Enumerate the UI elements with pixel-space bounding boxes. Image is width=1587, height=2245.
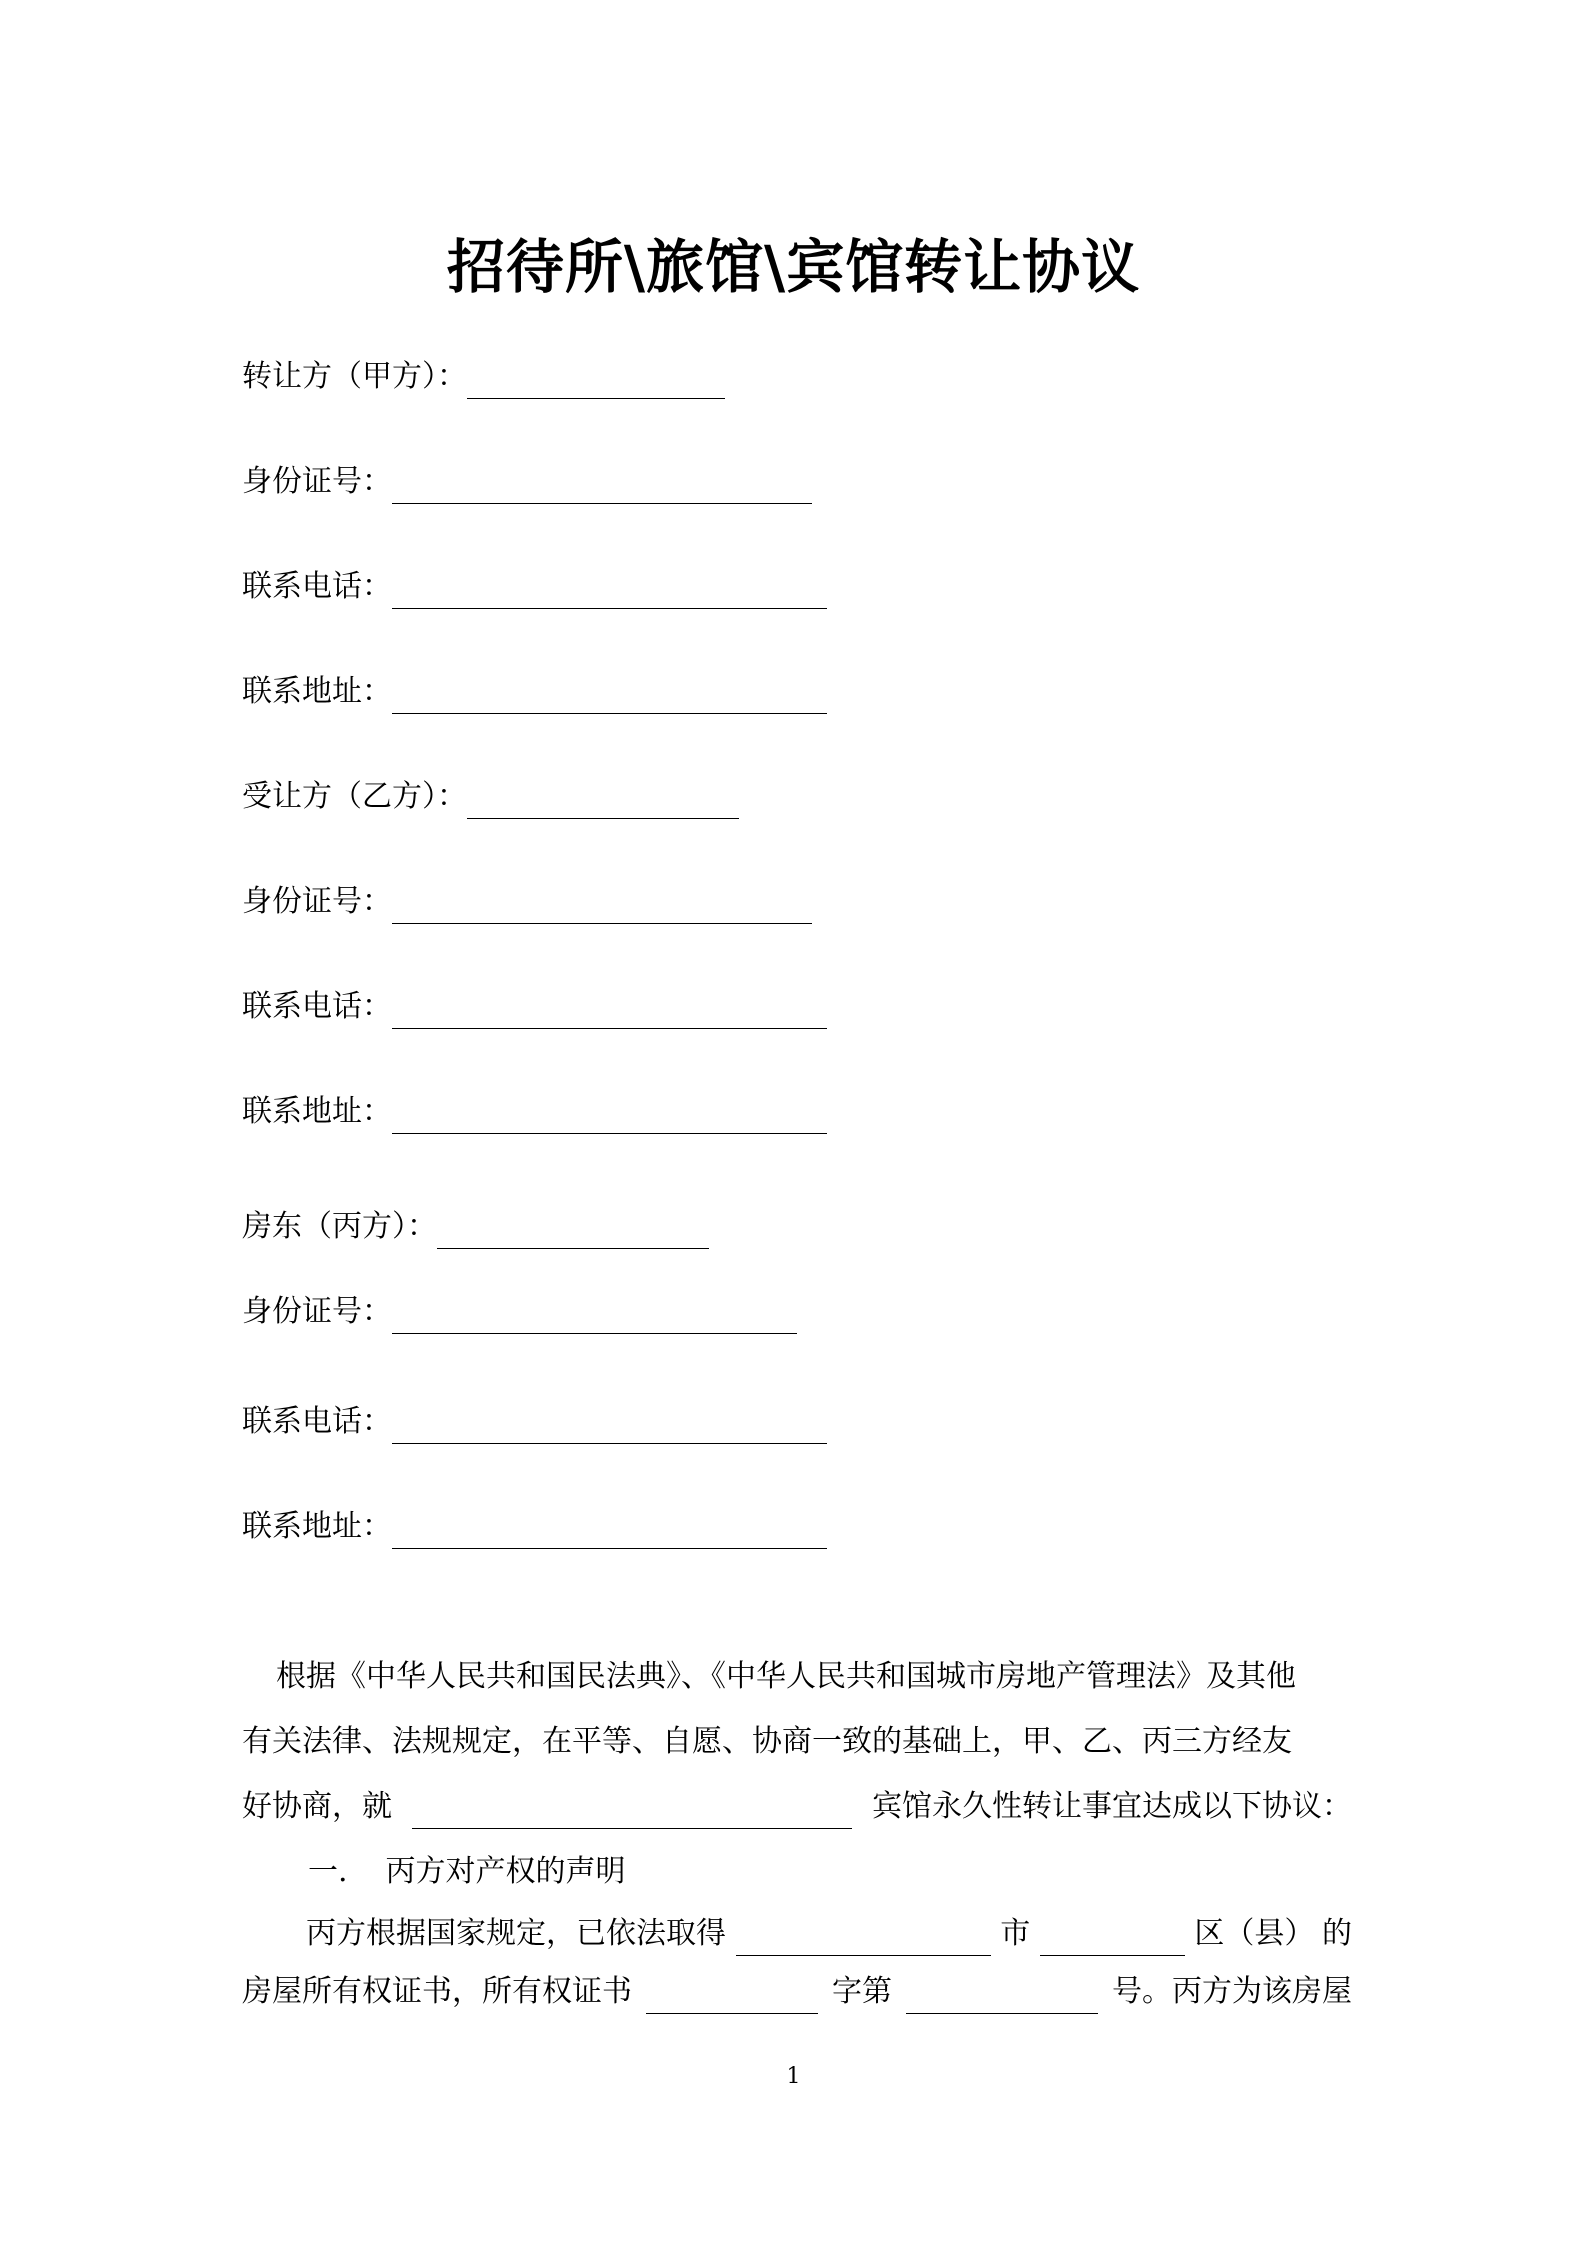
section-1-line-2-start: 房屋所有权证书，所有权证书	[242, 1974, 632, 2009]
party-b-phone-row	[242, 985, 827, 1029]
party-b-id-row	[242, 880, 812, 924]
party-b-id-label: 身份证号：	[242, 884, 392, 919]
party-a-heading-row	[242, 355, 725, 399]
party-c-heading-row	[242, 1205, 709, 1249]
section-1-city-label: 市	[1000, 1916, 1031, 1951]
section-1-title: 丙方对产权的声明	[385, 1854, 626, 1889]
document-title: 招待所\旅馆\宾馆转让协议	[446, 233, 1141, 301]
party-c-address-label: 联系地址：	[242, 1509, 392, 1544]
party-a-id-blank[interactable]	[392, 467, 812, 504]
party-c-phone-row	[242, 1400, 827, 1444]
section-1-line-2	[242, 1970, 1352, 2014]
party-a-id-label: 身份证号：	[242, 464, 392, 499]
party-b-address-row	[242, 1090, 827, 1134]
party-b-phone-label: 联系电话：	[242, 989, 392, 1024]
party-a-id-row	[242, 460, 812, 504]
party-a-phone-label: 联系电话：	[242, 569, 392, 604]
section-1-number: 一.	[308, 1854, 348, 1889]
party-c-address-blank[interactable]	[392, 1512, 827, 1549]
party-a-address-label: 联系地址：	[242, 674, 392, 709]
party-c-id-label: 身份证号：	[242, 1294, 392, 1329]
preamble-line-3	[242, 1785, 1352, 1829]
party-c-heading: 房东（丙方）：	[242, 1209, 437, 1244]
party-b-heading: 受让方（乙方）：	[242, 779, 467, 814]
party-c-id-row	[242, 1290, 797, 1334]
party-c-phone-blank[interactable]	[392, 1407, 827, 1444]
page-number: 1	[786, 2064, 801, 2089]
preamble-line-3-start: 好协商，就	[242, 1789, 392, 1824]
certificate-district-blank[interactable]	[1040, 1921, 1185, 1956]
party-c-name-blank[interactable]	[437, 1212, 709, 1249]
party-c-address-row	[242, 1505, 827, 1549]
hotel-name-blank[interactable]	[412, 1794, 852, 1829]
party-a-name-blank[interactable]	[467, 362, 725, 399]
party-b-id-blank[interactable]	[392, 887, 812, 924]
section-1-heading	[242, 1850, 1418, 1894]
party-b-heading-row	[242, 775, 739, 819]
certificate-city-blank[interactable]	[736, 1921, 991, 1956]
certificate-number-blank[interactable]	[906, 1979, 1098, 2014]
certificate-prefix-blank[interactable]	[646, 1979, 818, 2014]
preamble-line-1: 根据《中华人民共和国民法典》、《中华人民共和国城市房地产管理法》及其他	[276, 1659, 1296, 1694]
party-b-phone-blank[interactable]	[392, 992, 827, 1029]
section-1-district-label: 区（县）	[1194, 1916, 1315, 1951]
party-a-address-blank[interactable]	[392, 677, 827, 714]
section-1-line-2-end: 号。丙方为该房屋	[1112, 1974, 1352, 2009]
party-b-address-label: 联系地址：	[242, 1094, 392, 1129]
preamble-line-2: 有关法律、法规规定，在平等、自愿、协商一致的基础上，甲、乙、丙三方经友	[242, 1724, 1292, 1759]
party-c-id-blank[interactable]	[392, 1297, 797, 1334]
party-a-address-row	[242, 670, 827, 714]
party-c-phone-label: 联系电话：	[242, 1404, 392, 1439]
party-b-address-blank[interactable]	[392, 1097, 827, 1134]
section-1-line-1	[242, 1912, 1352, 1956]
section-1-line-2-mid: 字第	[832, 1974, 892, 2009]
party-a-phone-row	[242, 565, 827, 609]
party-b-name-blank[interactable]	[467, 782, 739, 819]
section-1-line-1-end: 的	[1321, 1916, 1352, 1951]
party-a-heading: 转让方（甲方）：	[242, 359, 467, 394]
section-1-line-1-start: 丙方根据国家规定，已依法取得	[306, 1916, 726, 1951]
preamble-line-3-end: 宾馆永久性转让事宜达成以下协议：	[872, 1789, 1352, 1824]
party-a-phone-blank[interactable]	[392, 572, 827, 609]
